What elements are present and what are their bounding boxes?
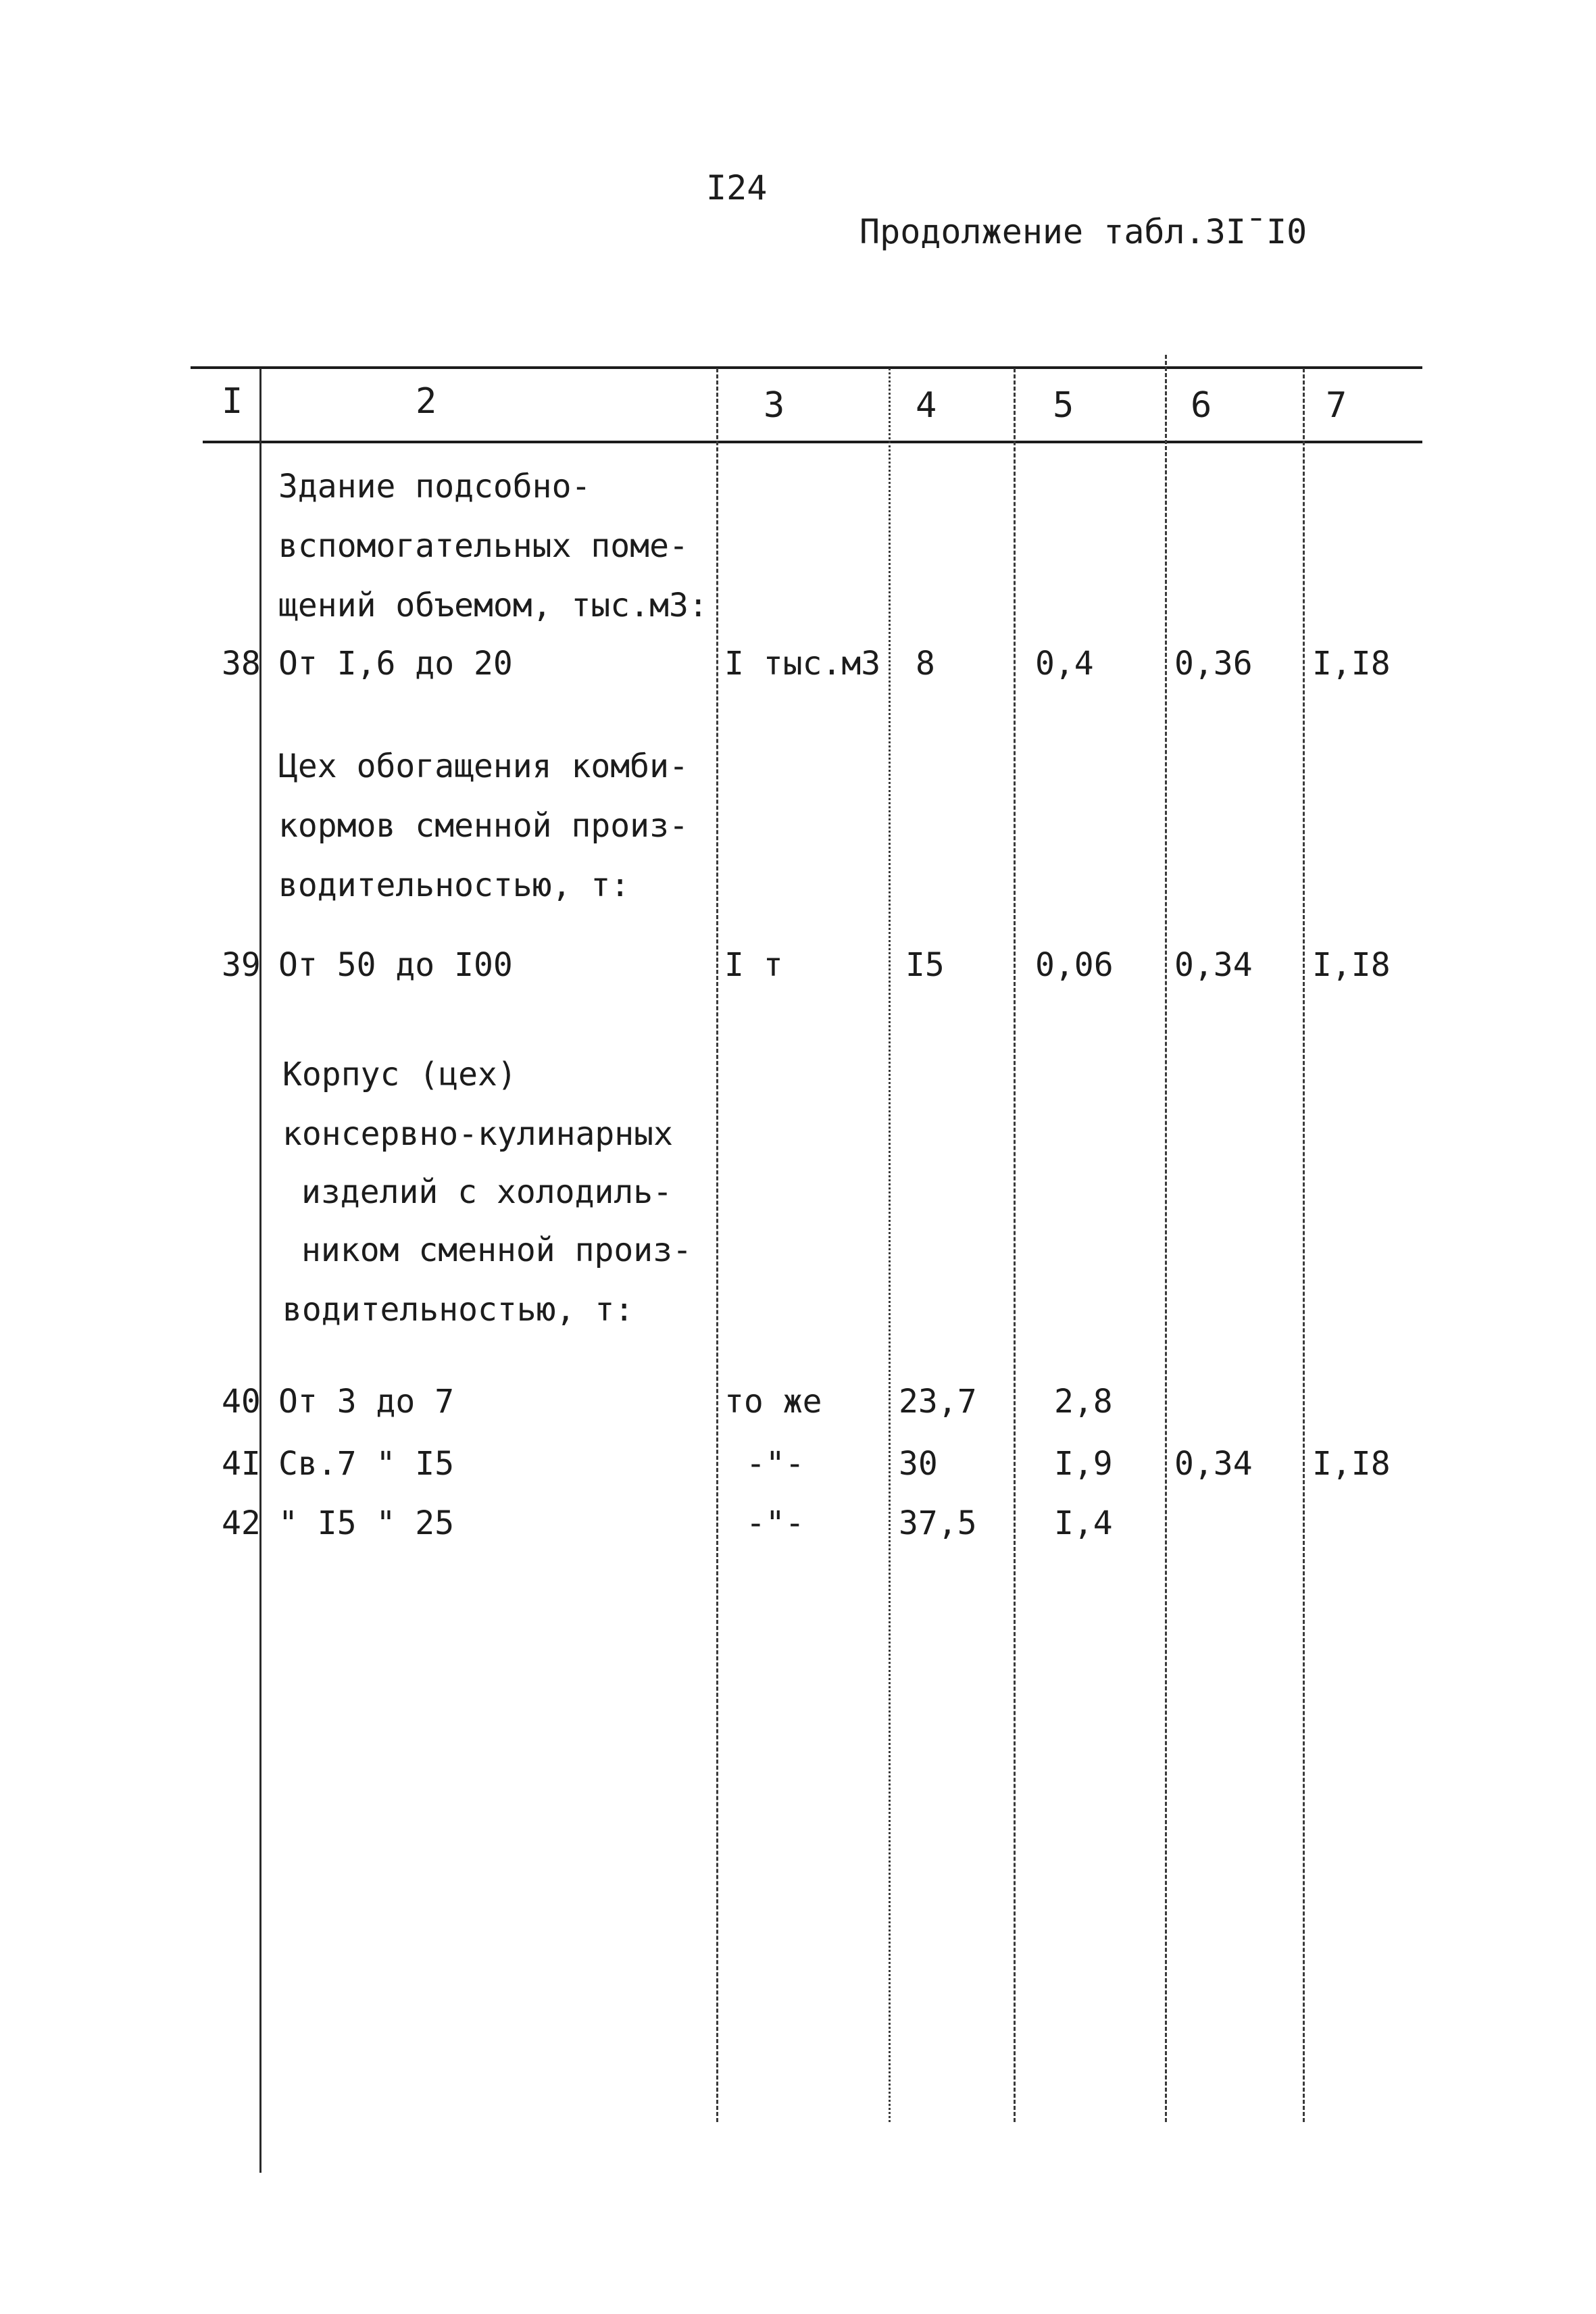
header-col-1: I [222, 381, 243, 422]
column-divider-1 [259, 368, 261, 2173]
row-number: 42 [222, 1504, 261, 1542]
row-col-6: 0,34 [1174, 1445, 1253, 1483]
row-number: 39 [222, 946, 261, 984]
header-col-5: 5 [1053, 385, 1074, 426]
row-col-5: I,4 [1054, 1504, 1113, 1542]
group-heading-line: вспомогательных поме- [278, 527, 689, 565]
column-divider-3 [889, 368, 891, 2122]
row-col-5: I,9 [1054, 1445, 1113, 1483]
row-description: " I5 " 25 [278, 1504, 455, 1542]
row-unit: I тыс.м3 [724, 645, 881, 683]
row-col-7: I,I8 [1312, 946, 1391, 984]
row-col-4: I5 [905, 946, 945, 984]
group-heading-line: водительностью, т: [282, 1291, 634, 1329]
header-col-7: 7 [1326, 385, 1347, 426]
row-col-4: 23,7 [899, 1383, 977, 1421]
row-number: 38 [222, 645, 261, 683]
group-heading-line: Здание подсобно- [278, 468, 591, 506]
row-col-4: 37,5 [899, 1504, 977, 1542]
column-divider-6 [1303, 368, 1305, 2122]
row-col-7: I,I8 [1312, 1445, 1391, 1483]
column-divider-2 [716, 368, 718, 2122]
table-top-rule [191, 366, 1422, 369]
group-heading-line: Корпус (цех) [282, 1056, 517, 1093]
column-divider-4 [1014, 368, 1016, 2122]
row-col-5: 0,4 [1035, 645, 1094, 683]
table-header-rule [203, 441, 1422, 443]
group-heading-line: ником сменной произ- [301, 1231, 692, 1269]
row-col-5: 0,06 [1035, 946, 1114, 984]
row-description: От 3 до 7 [278, 1383, 455, 1421]
header-col-2: 2 [416, 381, 437, 422]
row-unit: -"- [746, 1504, 805, 1542]
group-heading-line: кормов сменной произ- [278, 807, 689, 845]
row-description: От I,6 до 20 [278, 645, 513, 683]
header-col-6: 6 [1191, 385, 1212, 426]
column-divider-5 [1165, 355, 1167, 2122]
group-heading-line: щений объемом, тыс.м3: [278, 587, 708, 624]
row-number: 4I [222, 1445, 261, 1483]
row-col-5: 2,8 [1054, 1383, 1113, 1421]
page-number: I24 [706, 168, 768, 207]
header-col-3: 3 [764, 385, 785, 426]
row-unit: I т [724, 946, 783, 984]
row-col-6: 0,34 [1174, 946, 1253, 984]
row-col-7: I,I8 [1312, 645, 1391, 683]
row-unit: то же [724, 1383, 822, 1421]
row-number: 40 [222, 1383, 261, 1421]
row-col-6: 0,36 [1174, 645, 1253, 683]
row-unit: -"- [746, 1445, 805, 1483]
row-description: Св.7 " I5 [278, 1445, 455, 1483]
row-description: От 50 до I00 [278, 946, 513, 984]
table-continuation-label: Продолжение табл.3I¯I0 [859, 212, 1307, 251]
row-col-4: 30 [899, 1445, 938, 1483]
header-col-4: 4 [916, 385, 937, 426]
row-col-4: 8 [916, 645, 935, 683]
group-heading-line: водительностью, т: [278, 866, 630, 904]
group-heading-line: Цех обогащения комби- [278, 747, 689, 785]
group-heading-line: консервно-кулинарных [282, 1115, 673, 1153]
group-heading-line: изделий с холодиль- [301, 1173, 673, 1211]
